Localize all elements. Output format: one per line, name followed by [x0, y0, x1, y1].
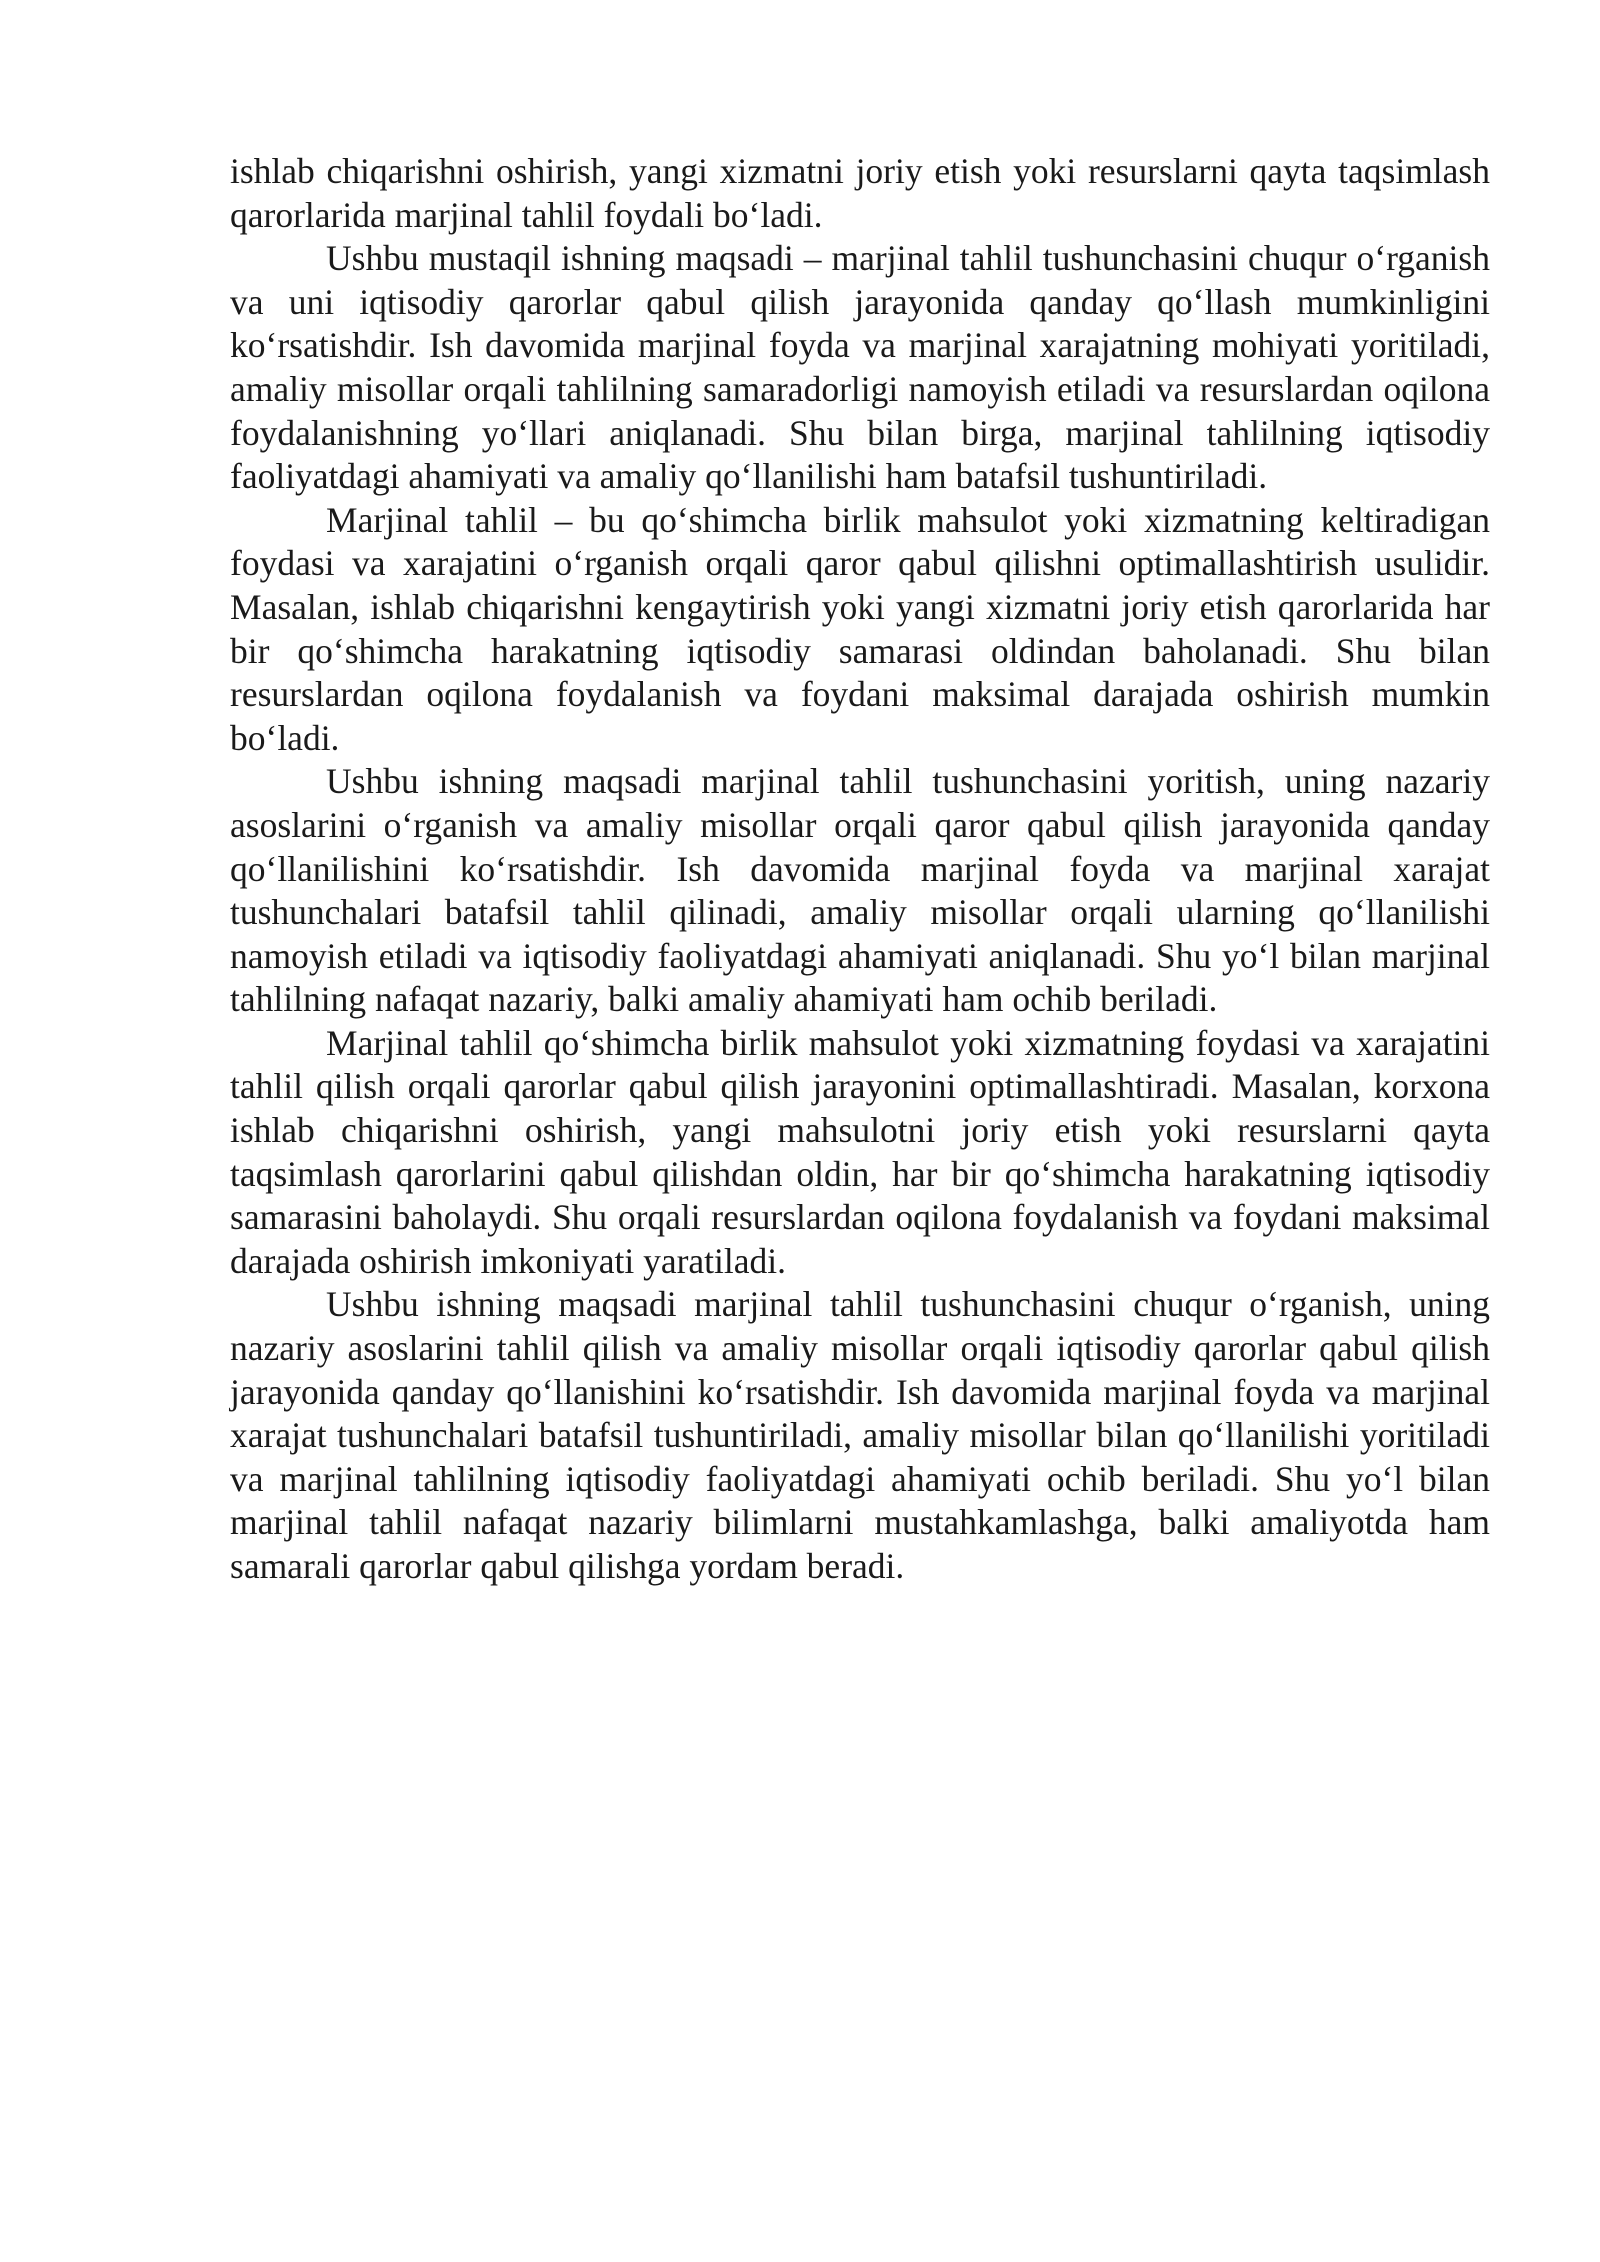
paragraph-continuation: ishlab chiqarishni oshirish, yangi xizmatni joriy etish yoki resurslarni qayta taqsimlash qarorlarida marjinal tahlil foydali bo‘ladi. — [230, 151, 1490, 235]
paragraph-optimization: Marjinal tahlil qo‘shimcha birlik mahsulot yoki xizmatning foydasi va xarajatini tahlil qilish orqali qarorlar qabul qilish jarayonini optimallashtiradi. Masalan, korxona ishlab chiqarishni oshirish, yangi mahsulotni joriy etish yoki resurslarni qayta taqsimlash qarorlarini qabul qilishdan oldin, har bir qo‘shimcha harakatning iqtisodiy samarasini baholaydi. Shu orqali resurslardan oqilona foydalanish va foydani maksimal darajada oshirish imkoniyati yaratiladi. — [230, 1022, 1490, 1281]
paragraph-definition: Marjinal tahlil – bu qo‘shimcha birlik mahsulot yoki xizmatning keltiradigan foydasi va xarajatini o‘rganish orqali qaror qabul qilishni optimallashtirish usulidir. Masalan, ishlab chiqarishni kengaytirish yoki yangi xizmatni joriy etish qarorlarida har bir qo‘shimcha harakatning iqtisodiy samarasi oldindan baholanadi. Shu bilan resurslardan oqilona foydalanish va foydani maksimal darajada oshirish mumkin bo‘ladi. — [230, 499, 1490, 758]
paragraph-aim: Ushbu ishning maqsadi marjinal tahlil tushunchasini yoritish, uning nazariy asoslarini o‘rganish va amaliy misollar orqali qaror qabul qilish jarayonida qanday qo‘llanilishini ko‘rsatishdir. Ish davomida marjinal foyda va marjinal xarajat tushunchalari batafsil tahlil qilinadi, amaliy misollar orqali ularning qo‘llanilishi namoyish etiladi va iqtisodiy faoliyatdagi ahamiyati aniqlanadi. Shu yo‘l bilan marjinal tahlilning nafaqat nazariy, balki amaliy ahamiyati ham ochib beriladi. — [230, 761, 1490, 1020]
paragraph-conclusion: Ushbu ishning maqsadi marjinal tahlil tushunchasini chuqur o‘rganish, uning nazariy asoslarini tahlil qilish va amaliy misollar orqali iqtisodiy qarorlar qabul qilish jarayonida qanday qo‘llanishini ko‘rsatishdir. Ish davomida marjinal foyda va marjinal xarajat tushunchalari batafsil tushuntiriladi, amaliy misollar bilan qo‘llanilishi yoritiladi va marjinal tahlilning iqtisodiy faoliyatdagi ahamiyati ochib beriladi. Shu yo‘l bilan marjinal tahlil nafaqat nazariy bilimlarni mustahkamlashga, balki amaliyotda ham samarali qarorlar qabul qilishga yordam beradi. — [230, 1284, 1490, 1586]
document-body — [230, 150, 1490, 1589]
paragraph-purpose: Ushbu mustaqil ishning maqsadi – marjinal tahlil tushunchasini chuqur o‘rganish va uni iqtisodiy qarorlar qabul qilish jarayonida qanday qo‘llash mumkinligini ko‘rsatishdir. Ish davomida marjinal foyda va marjinal xarajatning mohiyati yoritiladi, amaliy misollar orqali tahlilning samaradorligi namoyish etiladi va resurslardan oqilona foydalanishning yo‘llari aniqlanadi. Shu bilan birga, marjinal tahlilning iqtisodiy faoliyatdagi ahamiyati va amaliy qo‘llanilishi ham batafsil tushuntiriladi. — [230, 238, 1490, 497]
